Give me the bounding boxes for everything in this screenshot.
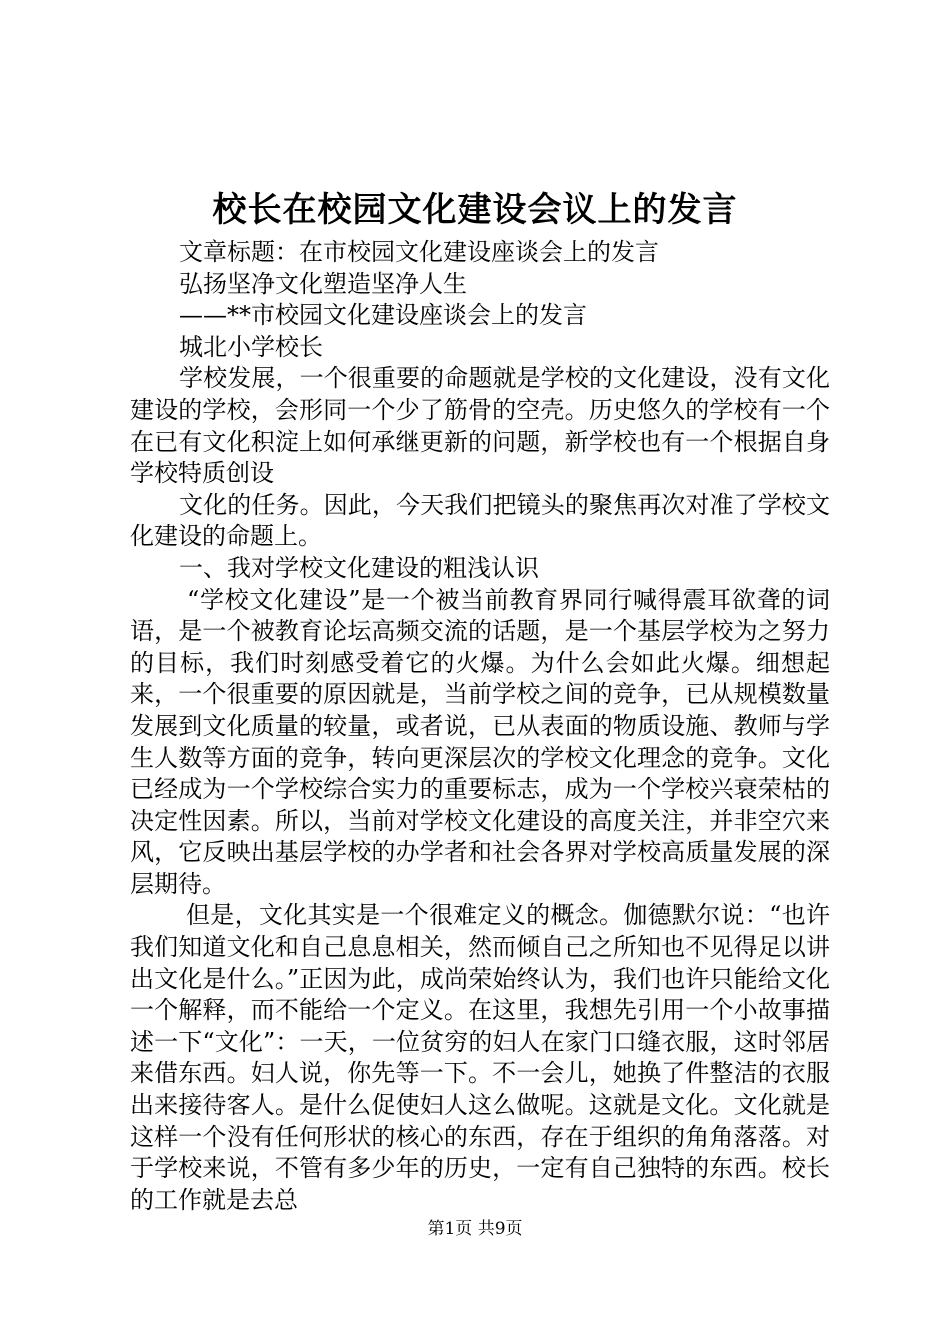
page-number: 第1页 共9页	[427, 1219, 523, 1239]
paragraph-3: “学校文化建设”是一个被当前教育界同行喊得震耳欲聋的词语，是一个被教育论坛高频交流的话题，是一个基层学校为之努力的目标，我们时刻感受着它的火爆。为什么会如此火爆。细想起来，一个很重要的原因就是，当前学校之间的竞争，已从规模数量发展到文化质量的较量，或者说，已从表面的物质设施、教师与学生人数等方面的竞争，转向更深层次的学校文化理念的竞争。文化已经成为一个学校综合实力的重要标志，成为一个学校兴衰荣枯的决定性因素。所以，当前对学校文化建设的高度关注，并非空穴来风，它反映出基层学校的办学者和社会各界对学校高质量发展的深层期待。	[130, 585, 830, 898]
slogan-line: 弘扬坚净文化塑造坚净人生	[179, 269, 467, 298]
paragraph-1: 学校发展，一个很重要的命题就是学校的文化建设，没有文化建设的学校，会形同一个少了筋骨的空壳。历史悠久的学校有一个在已有文化积淀上如何承继更新的问题，新学校也有一个根据自身学校特质创设	[130, 364, 830, 488]
subtitle-line: ——**市校园文化建设座谈会上的发言	[179, 301, 587, 330]
author-line: 城北小学校长	[179, 332, 323, 361]
section-heading-1: 一、我对学校文化建设的粗浅认识	[179, 553, 539, 582]
document-title: 校长在校园文化建设会议上的发言	[212, 190, 738, 230]
paragraph-2: 文化的任务。因此，今天我们把镜头的聚焦再次对准了学校文化建设的命题上。	[130, 490, 830, 551]
article-title-line: 文章标题：在市校园文化建设座谈会上的发言	[179, 238, 659, 266]
document-body	[130, 237, 830, 1216]
paragraph-4: 但是，文化其实是一个很难定义的概念。伽德默尔说：“也许我们知道文化和自己息息相关，然而倾自己之所知也不见得足以讲出文化是什么。”正因为此，成尚荣始终认为，我们也许只能给文化一个解释，而不能给一个定义。在这里，我想先引用一个小故事描述一下“文化”：一天，一位贫穷的妇人在家门口缝衣服，这时邻居来借东西。妇人说，你先等一下。不一会儿，她换了件整洁的衣服出来接待客人。是什么促使妇人这么做呢。这就是文化。文化就是这样一个没有任何形状的核心的东西，存在于组织的角角落落。对于学校来说，不管有多少年的历史，一定有自己独特的东西。校长的工作就是去总	[130, 901, 830, 1214]
